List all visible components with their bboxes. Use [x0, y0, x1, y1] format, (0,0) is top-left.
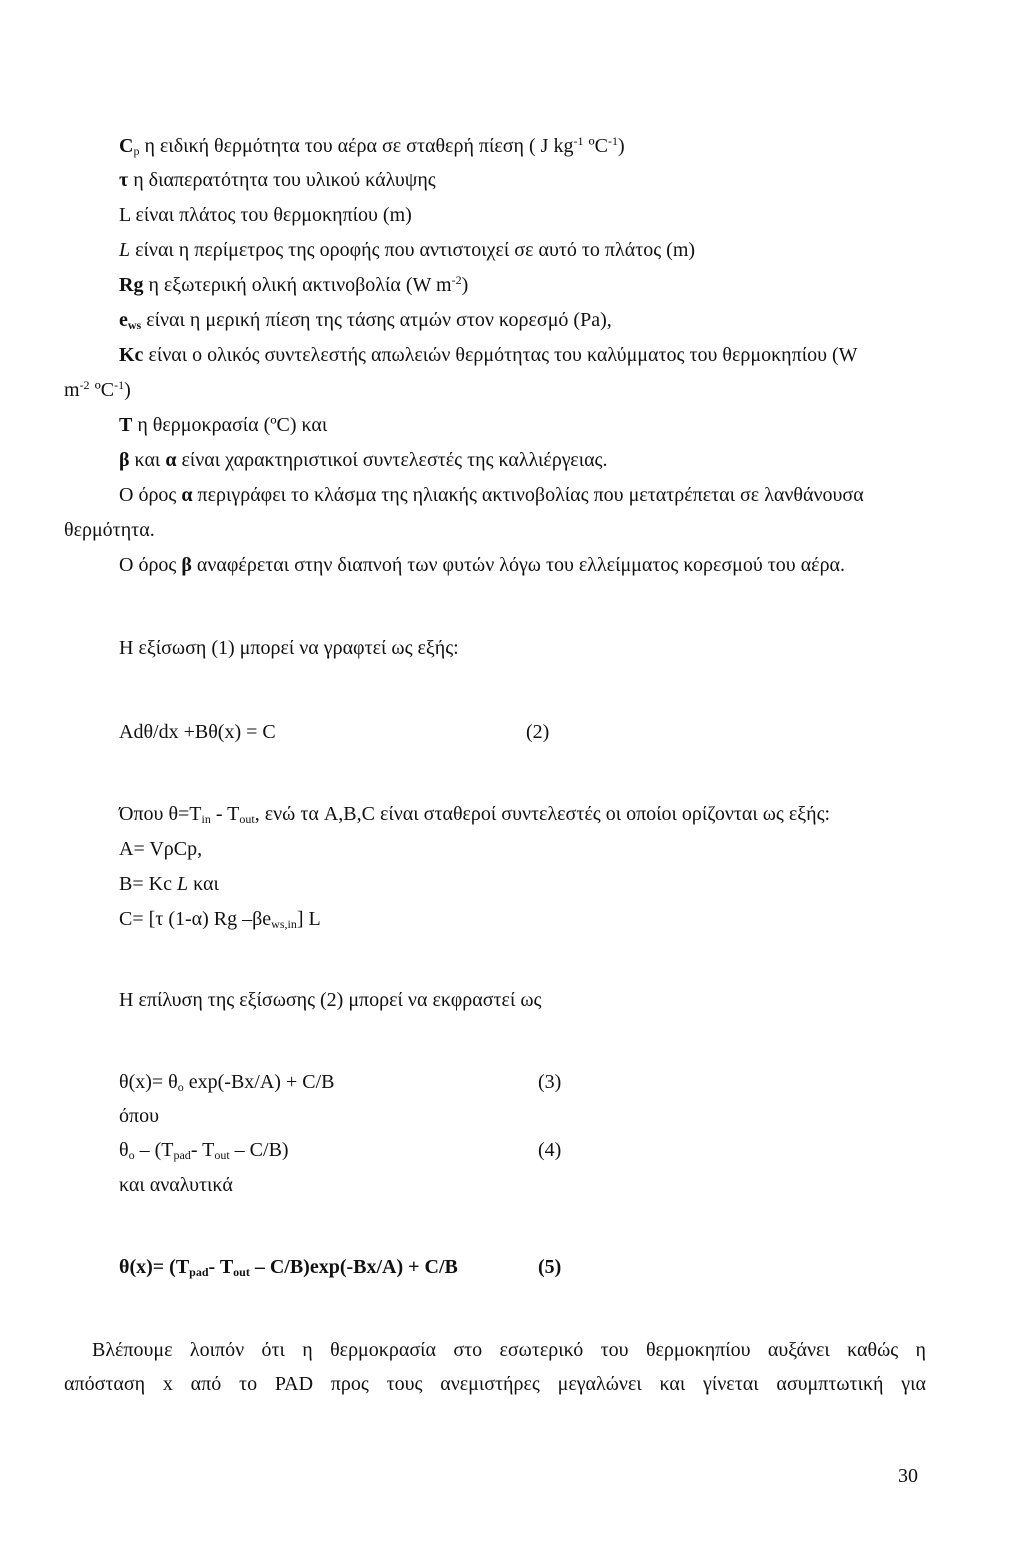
- symbol: β: [181, 554, 192, 576]
- equation-4-number: (4): [538, 1139, 562, 1161]
- symbol: Kc: [119, 344, 144, 366]
- symbol: Rg: [119, 274, 144, 296]
- symbol: C: [119, 135, 134, 157]
- para-alpha-continued: θερμότητα.: [64, 519, 155, 541]
- def-tau: τ η διαπερατότητα του υλικού κάλυψης: [119, 169, 436, 191]
- equation-2: Adθ/dx +Bθ(x) = C: [119, 721, 276, 743]
- def-rg: Rg η εξωτερική ολική ακτινοβολία (W $m^{-2}$): [119, 273, 469, 296]
- closing-line-1: Βλέπουμε λοιπόν ότι η θερμοκρασία στο εσωτερικό του θερμοκηπίου αυξάνει καθώς η: [92, 1339, 926, 1361]
- def-T: T η θερμοκρασία (ºC) και: [119, 414, 328, 436]
- closing-line-2: απόσταση x από το PAD προς τους ανεμιστήρες μεγαλώνει και γίνεται ασυμπτωτική για: [64, 1373, 926, 1395]
- symbol: L: [119, 204, 131, 226]
- def-beta-alpha: β και α είναι χαρακτηριστικοί συντελεστές της καλλιέργειας.: [119, 449, 608, 471]
- def-L-width: L είναι πλάτος του θερμοκηπίου (m): [119, 204, 412, 226]
- analytika-label: και αναλυτικά: [119, 1174, 233, 1196]
- equation-4: $\theta_o - (T_{pad}-$ $T_{out} - C/B$): [119, 1139, 289, 1162]
- symbol: α: [181, 484, 193, 506]
- c-definition: C= [τ (1-α) Rg $-\beta e_{ws,in}$] L: [119, 908, 321, 931]
- solve-intro: Η επίλυση της εξίσωσης (2) μπορεί να εκφραστεί ως: [119, 989, 542, 1011]
- def-ews: $e_{ws}$ είναι η μερική πίεση της τάσης ατμών στον κορεσμό (Pa),: [119, 309, 612, 332]
- a-definition: A= VρCp,: [119, 838, 203, 860]
- symbol: e: [119, 309, 128, 331]
- def-kc-continued: $m^{-2}$ ºC$^{-1}$): [64, 378, 131, 401]
- eq1-intro: Η εξίσωση (1) μπορεί να γραφτεί ως εξής:: [119, 637, 459, 659]
- b-definition: B= Kc L και: [119, 873, 219, 895]
- def-cp: $C_p$ η ειδική θερμότητα του αέρα σε σταθερή πίεση ( J $kg^{-1}$ ºC$^{-1}$): [119, 134, 625, 158]
- equation-5-number: (5): [538, 1256, 562, 1278]
- para-alpha: Ο όρος α περιγράφει το κλάσμα της ηλιακής ακτινοβολίας που μετατρέπεται σε λανθάνουσα: [119, 484, 864, 506]
- equation-2-number: (2): [526, 721, 550, 743]
- symbol: α: [165, 449, 177, 471]
- para-beta: Ο όρος β αναφέρεται στην διαπνοή των φυτών λόγω του ελλείμματος κορεσμού του αέρα.: [119, 554, 846, 576]
- equation-3: $\theta(x)= \theta_o$ exp(-Bx/A) + C/B: [119, 1071, 335, 1094]
- symbol: β: [119, 449, 130, 471]
- symbol: L: [119, 239, 131, 261]
- equation-5: $\theta(x)= (T_{pad}-$ $T_{out} - C/B)\exp(-Bx/A) + C/B$: [119, 1256, 458, 1279]
- symbol: T: [119, 414, 133, 436]
- symbol: τ: [119, 169, 129, 191]
- equation-3-number: (3): [538, 1071, 562, 1093]
- def-L-perimeter: L είναι η περίμετρος της οροφής που αντιστοιχεί σε αυτό το πλάτος (m): [119, 239, 696, 261]
- def-kc: Kc είναι ο ολικός συντελεστής απωλειών θερμότητας του καλύμματος του θερμοκηπίου (W: [119, 344, 858, 366]
- where-line: Όπου $\theta=T_{in} - T_{out}$, ενώ τα A,B,C είναι σταθεροί συντελεστές οι οποίοι ορίζονται ως εξής:: [119, 803, 831, 826]
- page-number: 30: [898, 1465, 918, 1487]
- opou-label: όπου: [119, 1105, 159, 1127]
